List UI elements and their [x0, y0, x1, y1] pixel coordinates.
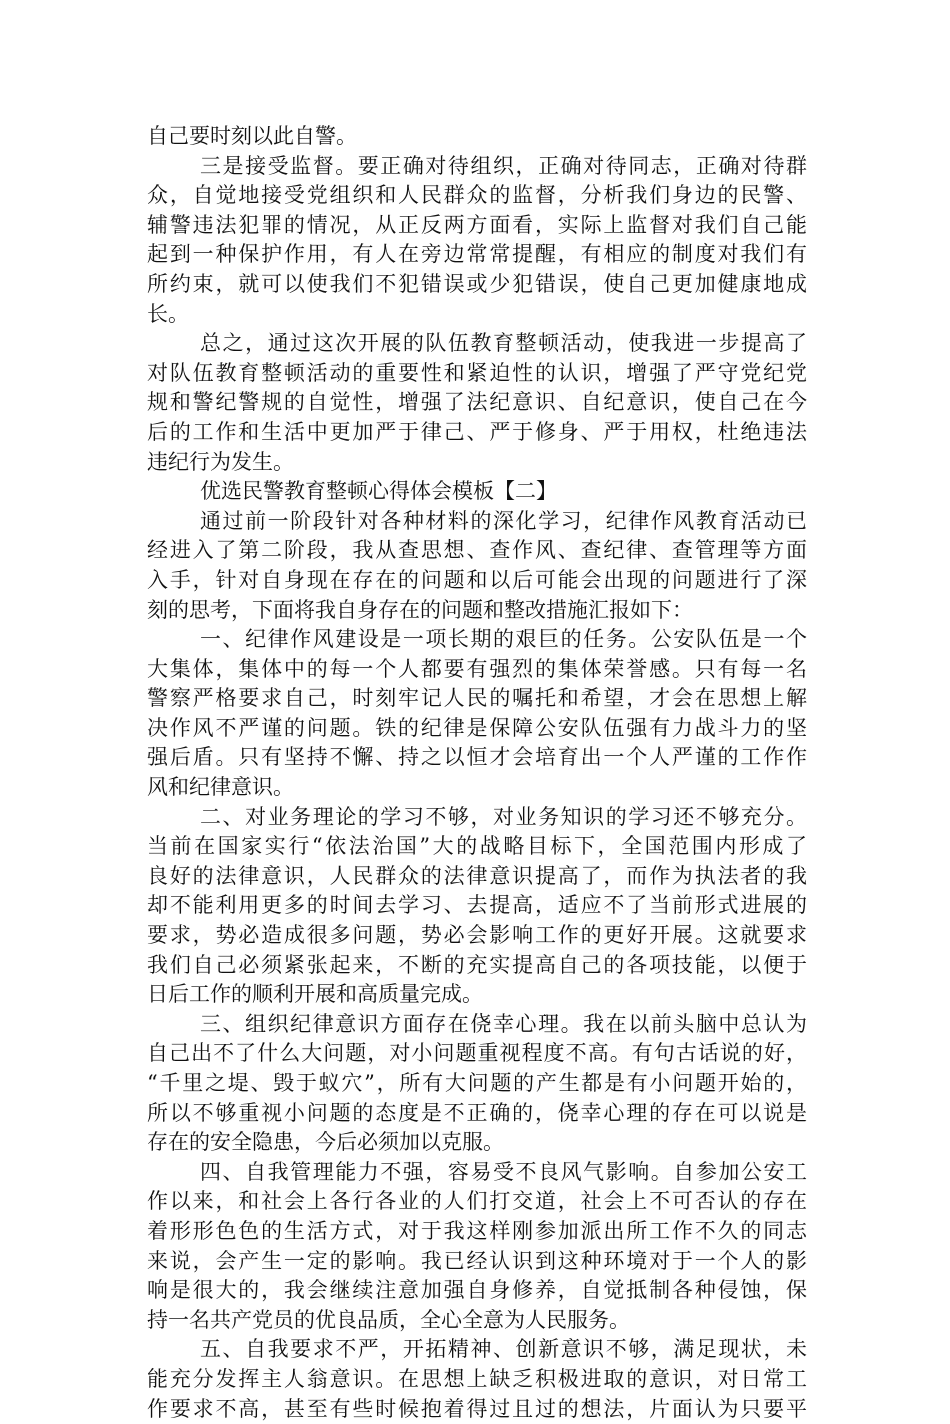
text-line: 存在的安全隐患，今后必须加以克服。	[147, 1130, 504, 1155]
text-line: 优选民警教育整顿心得体会模板【二】	[200, 479, 557, 504]
text-line: 刻的思考，下面将我自身存在的问题和整改措施汇报如下：	[147, 597, 693, 622]
text-line: 入手，针对自身现在存在的问题和以后可能会出现的问题进行了深	[147, 567, 807, 592]
text-line: 响是很大的，我会继续注意加强自身修养，自觉抵制各种侵蚀，保	[147, 1278, 807, 1303]
text-line: 作要求不高，甚至有些时候抱着得过且过的想法，片面认为只要平	[147, 1396, 807, 1421]
text-line: 起到一种保护作用，有人在旁边常常提醒，有相应的制度对我们有	[147, 242, 807, 267]
text-line: 违纪行为发生。	[147, 449, 294, 474]
text-line: 大集体，集体中的每一个人都要有强烈的集体荣誉感。只有每一名	[147, 656, 807, 681]
text-line: 能充分发挥主人翁意识。在思想上缺乏积极进取的意识，对日常工	[147, 1366, 807, 1391]
text-line: 四、自我管理能力不强，容易受不良风气影响。自参加公安工	[200, 1159, 807, 1184]
text-line: “千里之堤、毁于蚁穴”，所有大问题的产生都是有小问题开始的，	[147, 1071, 807, 1095]
text-line: 日后工作的顺利开展和高质量完成。	[147, 982, 483, 1007]
text-line: 经进入了第二阶段，我从查思想、查作风、查纪律、查管理等方面	[147, 538, 807, 563]
text-line: 规和警纪警规的自觉性，增强了法纪意识、自纪意识，使自己在今	[147, 390, 807, 415]
text-line: 着形形色色的生活方式，对于我这样刚参加派出所工作不久的同志	[147, 1218, 807, 1243]
text-line: 作以来，和社会上各行各业的人们打交道，社会上不可否认的存在	[147, 1189, 807, 1214]
text-line: 强后盾。只有坚持不懈、持之以恒才会培育出一个人严谨的工作作	[147, 745, 807, 770]
text-line: 辅警违法犯罪的情况，从正反两方面看，实际上监督对我们自己能	[147, 212, 807, 237]
text-line: 三是接受监督。要正确对待组织，正确对待同志，正确对待群	[200, 153, 807, 178]
text-line: 警察严格要求自己，时刻牢记人民的嘱托和希望，才会在思想上解	[147, 686, 807, 711]
text-line: 所约束，就可以使我们不犯错误或少犯错误，使自己更加健康地成	[147, 271, 807, 296]
text-line: 一、纪律作风建设是一项长期的艰巨的任务。公安队伍是一个	[200, 627, 807, 652]
text-line: 对队伍教育整顿活动的重要性和紧迫性的认识，增强了严守党纪党	[147, 360, 807, 385]
text-line: 所以不够重视小问题的态度是不正确的，侥幸心理的存在可以说是	[147, 1100, 807, 1125]
text-line: 通过前一阶段针对各种材料的深化学习，纪律作风教育活动已	[200, 508, 807, 533]
text-line: 持一名共产党员的优良品质，全心全意为人民服务。	[147, 1307, 630, 1332]
text-line: 要求，势必造成很多问题，势必会影响工作的更好开展。这就要求	[147, 923, 807, 948]
text-line: 总之，通过这次开展的队伍教育整顿活动，使我进一步提高了	[200, 331, 807, 356]
text-line: 风和纪律意识。	[147, 775, 294, 800]
text-line: 自己要时刻以此自警。	[147, 124, 357, 148]
text-line: 自己出不了什么大问题，对小问题重视程度不高。有句古话说的好，	[147, 1041, 807, 1066]
text-line: 众，自觉地接受党组织和人民群众的监督，分析我们身边的民警、	[147, 183, 807, 208]
text-line: 我们自己必须紧张起来，不断的充实提高自己的各项技能，以便于	[147, 952, 807, 977]
text-line: 二、对业务理论的学习不够，对业务知识的学习还不够充分。	[200, 804, 807, 829]
text-line: 来说，会产生一定的影响。我已经认识到这种环境对于一个人的影	[147, 1248, 807, 1273]
document-page	[147, 122, 807, 1424]
text-line: 长。	[147, 301, 189, 326]
text-line: 五、自我要求不严，开拓精神、创新意识不够，满足现状，未	[200, 1337, 807, 1362]
text-line: 良好的法律意识，人民群众的法律意识提高了，而作为执法者的我	[147, 863, 807, 888]
text-line: 三、组织纪律意识方面存在侥幸心理。我在以前头脑中总认为	[200, 1011, 807, 1036]
text-line: 却不能利用更多的时间去学习、去提高，适应不了当前形式进展的	[147, 893, 807, 918]
text-line: 后的工作和生活中更加严于律己、严于修身、严于用权，杜绝违法	[147, 419, 807, 444]
text-line: 当前在国家实行“依法治国”大的战略目标下，全国范围内形成了	[147, 834, 807, 859]
text-line: 决作风不严谨的问题。铁的纪律是保障公安队伍强有力战斗力的坚	[147, 715, 807, 740]
